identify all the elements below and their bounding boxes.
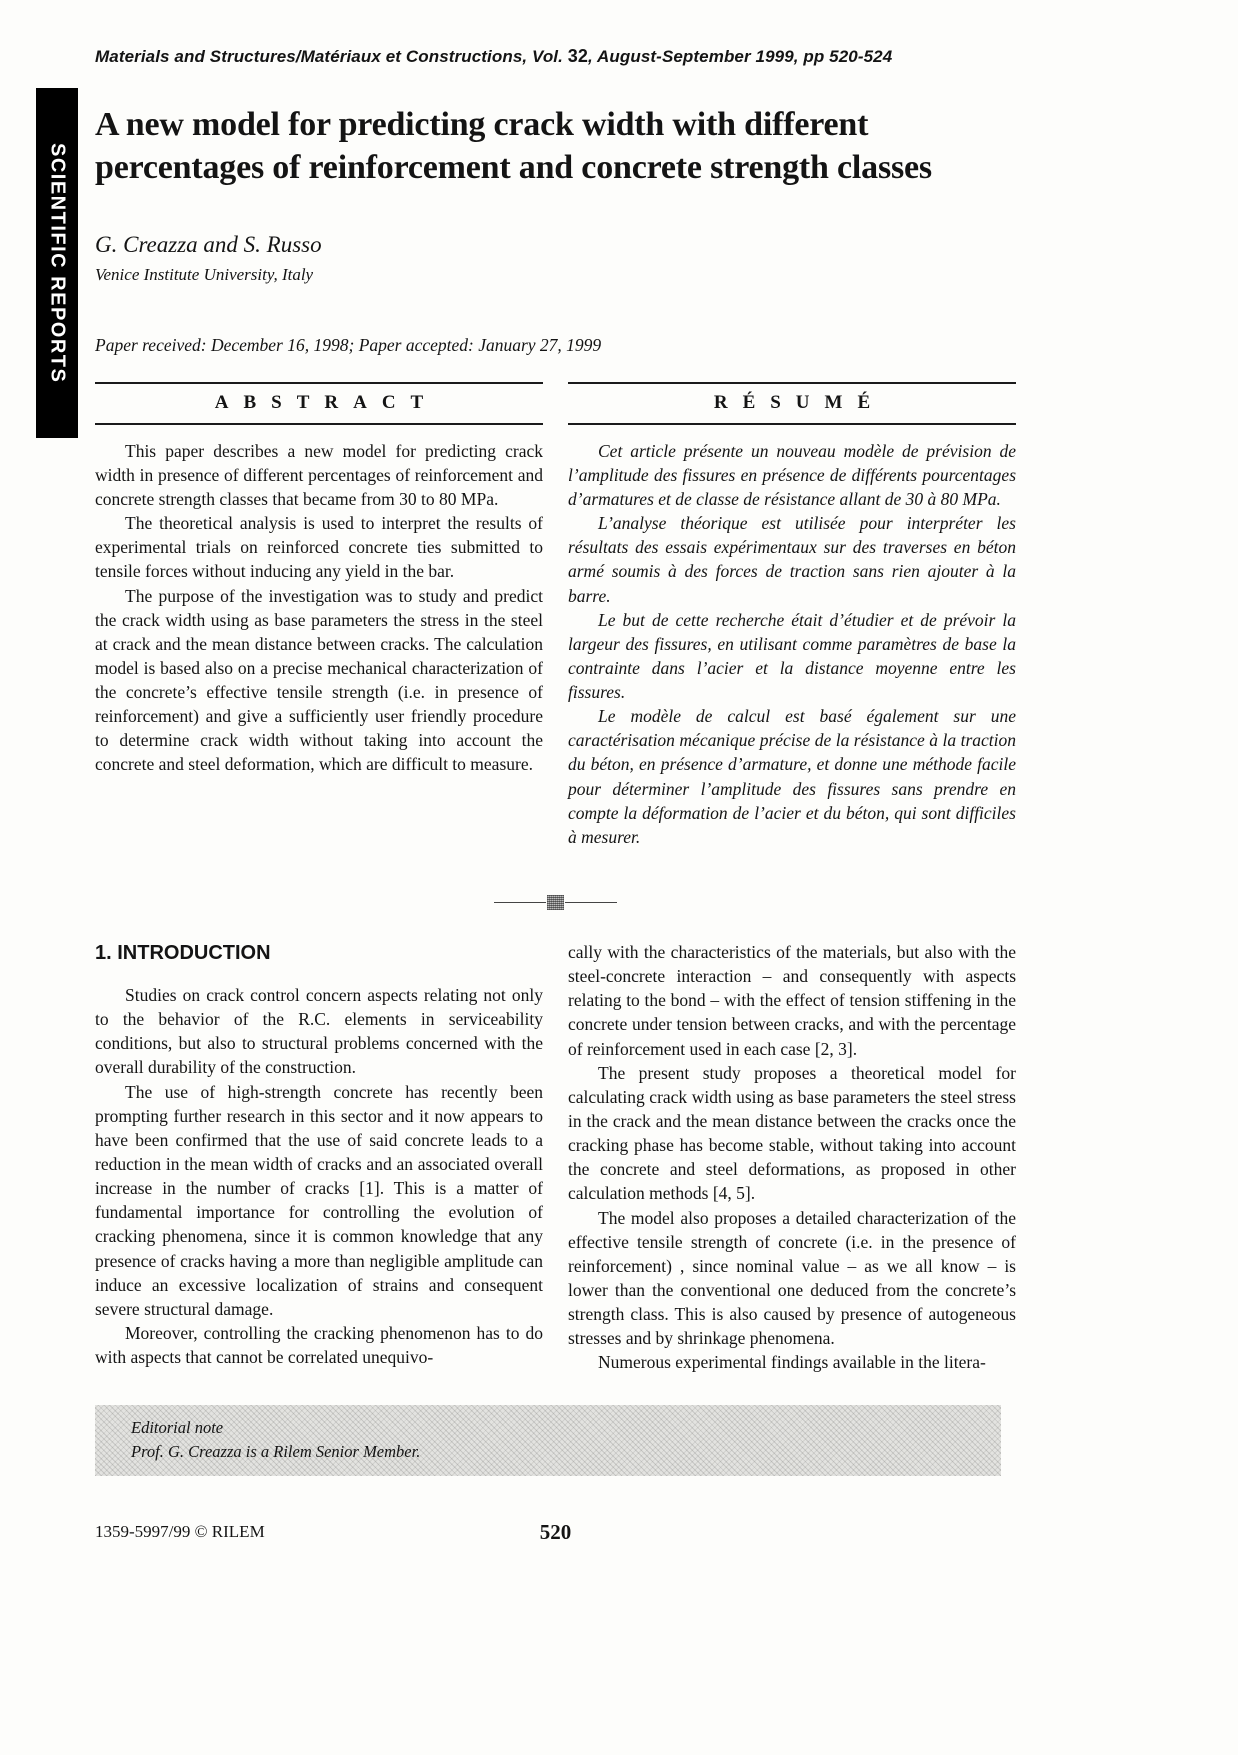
- abstract-paragraph: The theoretical analysis is used to interpret the results of experimental trials on reinforced concrete ties submitted to tensile forces without inducing any yield in the bar.: [95, 513, 543, 582]
- intro-paragraph: The model also proposes a detailed characterization of the effective tensile strength of concrete (i.e. in the presence of reinforcement) , since nominal value – as we all know – is lower than the conventional one deduced from the concrete’s strength class. This is also caused by presence of autogeneous stresses and by shrinkage phenomena.: [568, 1207, 1016, 1349]
- issn-copyright: 1359-5997/99 © RILEM: [95, 1522, 265, 1542]
- page-content: [95, 104, 1016, 1546]
- journal-header: [95, 46, 892, 67]
- abstract-paragraph: This paper describes a new model for predicting crack width in presence of different percentages of reinforcement and concrete strength classes that became from 30 to 80 MPa.: [95, 440, 543, 509]
- resume-heading-rule: [568, 382, 1016, 425]
- divider-line-right: [565, 902, 617, 903]
- scientific-reports-label: SCIENTIFIC REPORTS: [46, 142, 69, 384]
- introduction-heading: 1. INTRODUCTION: [95, 942, 271, 965]
- journal-header-suffix: , August-September 1999, pp 520-524: [588, 47, 893, 66]
- authors: G. Creazza and S. Russo: [95, 231, 322, 257]
- divider-line-left: [494, 902, 546, 903]
- resume-paragraph: Le modèle de calcul est basé également sur une caractérisation mécanique précise de la résistance à la traction du béton, en présence d’armature, et donne une méthode facile pour déterminer l’amplitude des fissures sans prendre en compte la déformation de l’acier et du béton, qui sont difficiles à mesurer.: [568, 706, 1016, 847]
- resume-heading: RÉSUMÉ: [713, 391, 886, 413]
- intro-paragraph: Studies on crack control concern aspects relating not only to the behavior of the R.C. elements in serviceability conditions, but also to structural problems concerned with the overall durability of the construction.: [95, 985, 543, 1078]
- intro-paragraph: Moreover, controlling the cracking phenomenon has to do with aspects that cannot be correlated unequivo-: [95, 1323, 543, 1368]
- page-footer: [95, 1520, 1016, 1546]
- introduction-section: [95, 940, 1016, 1375]
- journal-header-prefix: Materials and Structures/Matériaux et Constructions, Vol.: [95, 47, 568, 66]
- paper-title: A new model for predicting crack width with different percentages of reinforcement and concrete strength classes: [95, 106, 932, 186]
- resume-paragraph: Cet article présente un nouveau modèle de prévision de l’amplitude des fissures en présence de différents pourcentages d’armatures et de classe de résistance allant de 30 à 80 MPa.: [568, 440, 1016, 509]
- resume-paragraph: L’analyse théorique est utilisée pour interpréter les résultats des essais expérimentaux sur des traverses en béton armé soumis à des forces de traction sans rien ajouter à la barre.: [568, 513, 1016, 606]
- page-number: 520: [539, 1520, 572, 1545]
- abstract-heading-rule: [95, 382, 543, 425]
- resume-column: [568, 382, 1016, 849]
- affiliation: Venice Institute University, Italy: [95, 264, 314, 284]
- introduction-right-column: [568, 940, 1016, 1375]
- introduction-left-column: [95, 940, 543, 1375]
- editorial-note-text: Prof. G. Creazza is a Rilem Senior Member.: [131, 1441, 421, 1461]
- abstract-heading: ABSTRACT: [214, 391, 439, 413]
- editorial-note-title: Editorial note: [131, 1417, 224, 1437]
- divider-ornament-icon: [547, 895, 564, 910]
- intro-paragraph: cally with the characteristics of the materials, but also with the steel-concrete interaction – and consequently with aspects relating to the bond – with the effect of tension stiffening in the concrete under tension between cracks, and with the percentage of reinforcement used in each case [2, 3].: [568, 942, 1016, 1059]
- scientific-reports-banner: [36, 88, 78, 438]
- abstract-resume-section: [95, 382, 1016, 849]
- intro-paragraph: The use of high-strength concrete has recently been prompting further research in this sector and it now appears to have been confirmed that the use of said concrete leads to a reduction in the mean width of cracks and an associated overall increase in the number of cracks [1]. This is a matter of fundamental importance for controlling the evolution of cracking phenomena, since it is common knowledge that any presence of cracks having a more than negligible amplitude can induce an excessive localization of strains and consequent severe structural damage.: [95, 1081, 543, 1319]
- received-accepted-line: Paper received: December 16, 1998; Paper accepted: January 27, 1999: [95, 334, 602, 355]
- abstract-paragraph: The purpose of the investigation was to study and predict the crack width using as base parameters the stress in the steel at crack and the mean distance between cracks. The calculation model is based also on a precise mechanical characterization of the concrete’s effective tensile strength (i.e. in presence of reinforcement) and give a sufficiently user friendly procedure to determine crack width without taking into account the concrete and steel deformation, which are difficult to measure.: [95, 585, 543, 775]
- abstract-column: [95, 382, 543, 849]
- resume-paragraph: Le but de cette recherche était d’étudier et de prévoir la largeur des fissures, en utilisant comme paramètres de base la contrainte dans l’acier et la distance moyenne entre les fissures.: [568, 609, 1016, 703]
- journal-volume: 32: [567, 46, 589, 66]
- editorial-note-box: [95, 1405, 1001, 1477]
- section-divider: [95, 895, 1016, 910]
- intro-paragraph: Numerous experimental findings available in the litera-: [598, 1352, 986, 1373]
- intro-paragraph: The present study proposes a theoretical model for calculating crack width using as base parameters the steel stress in the crack and the mean distance between the cracks once the cracking phase has become stable, without taking into account the concrete and steel deformations, as proposed in other calculation methods [4, 5].: [568, 1062, 1016, 1204]
